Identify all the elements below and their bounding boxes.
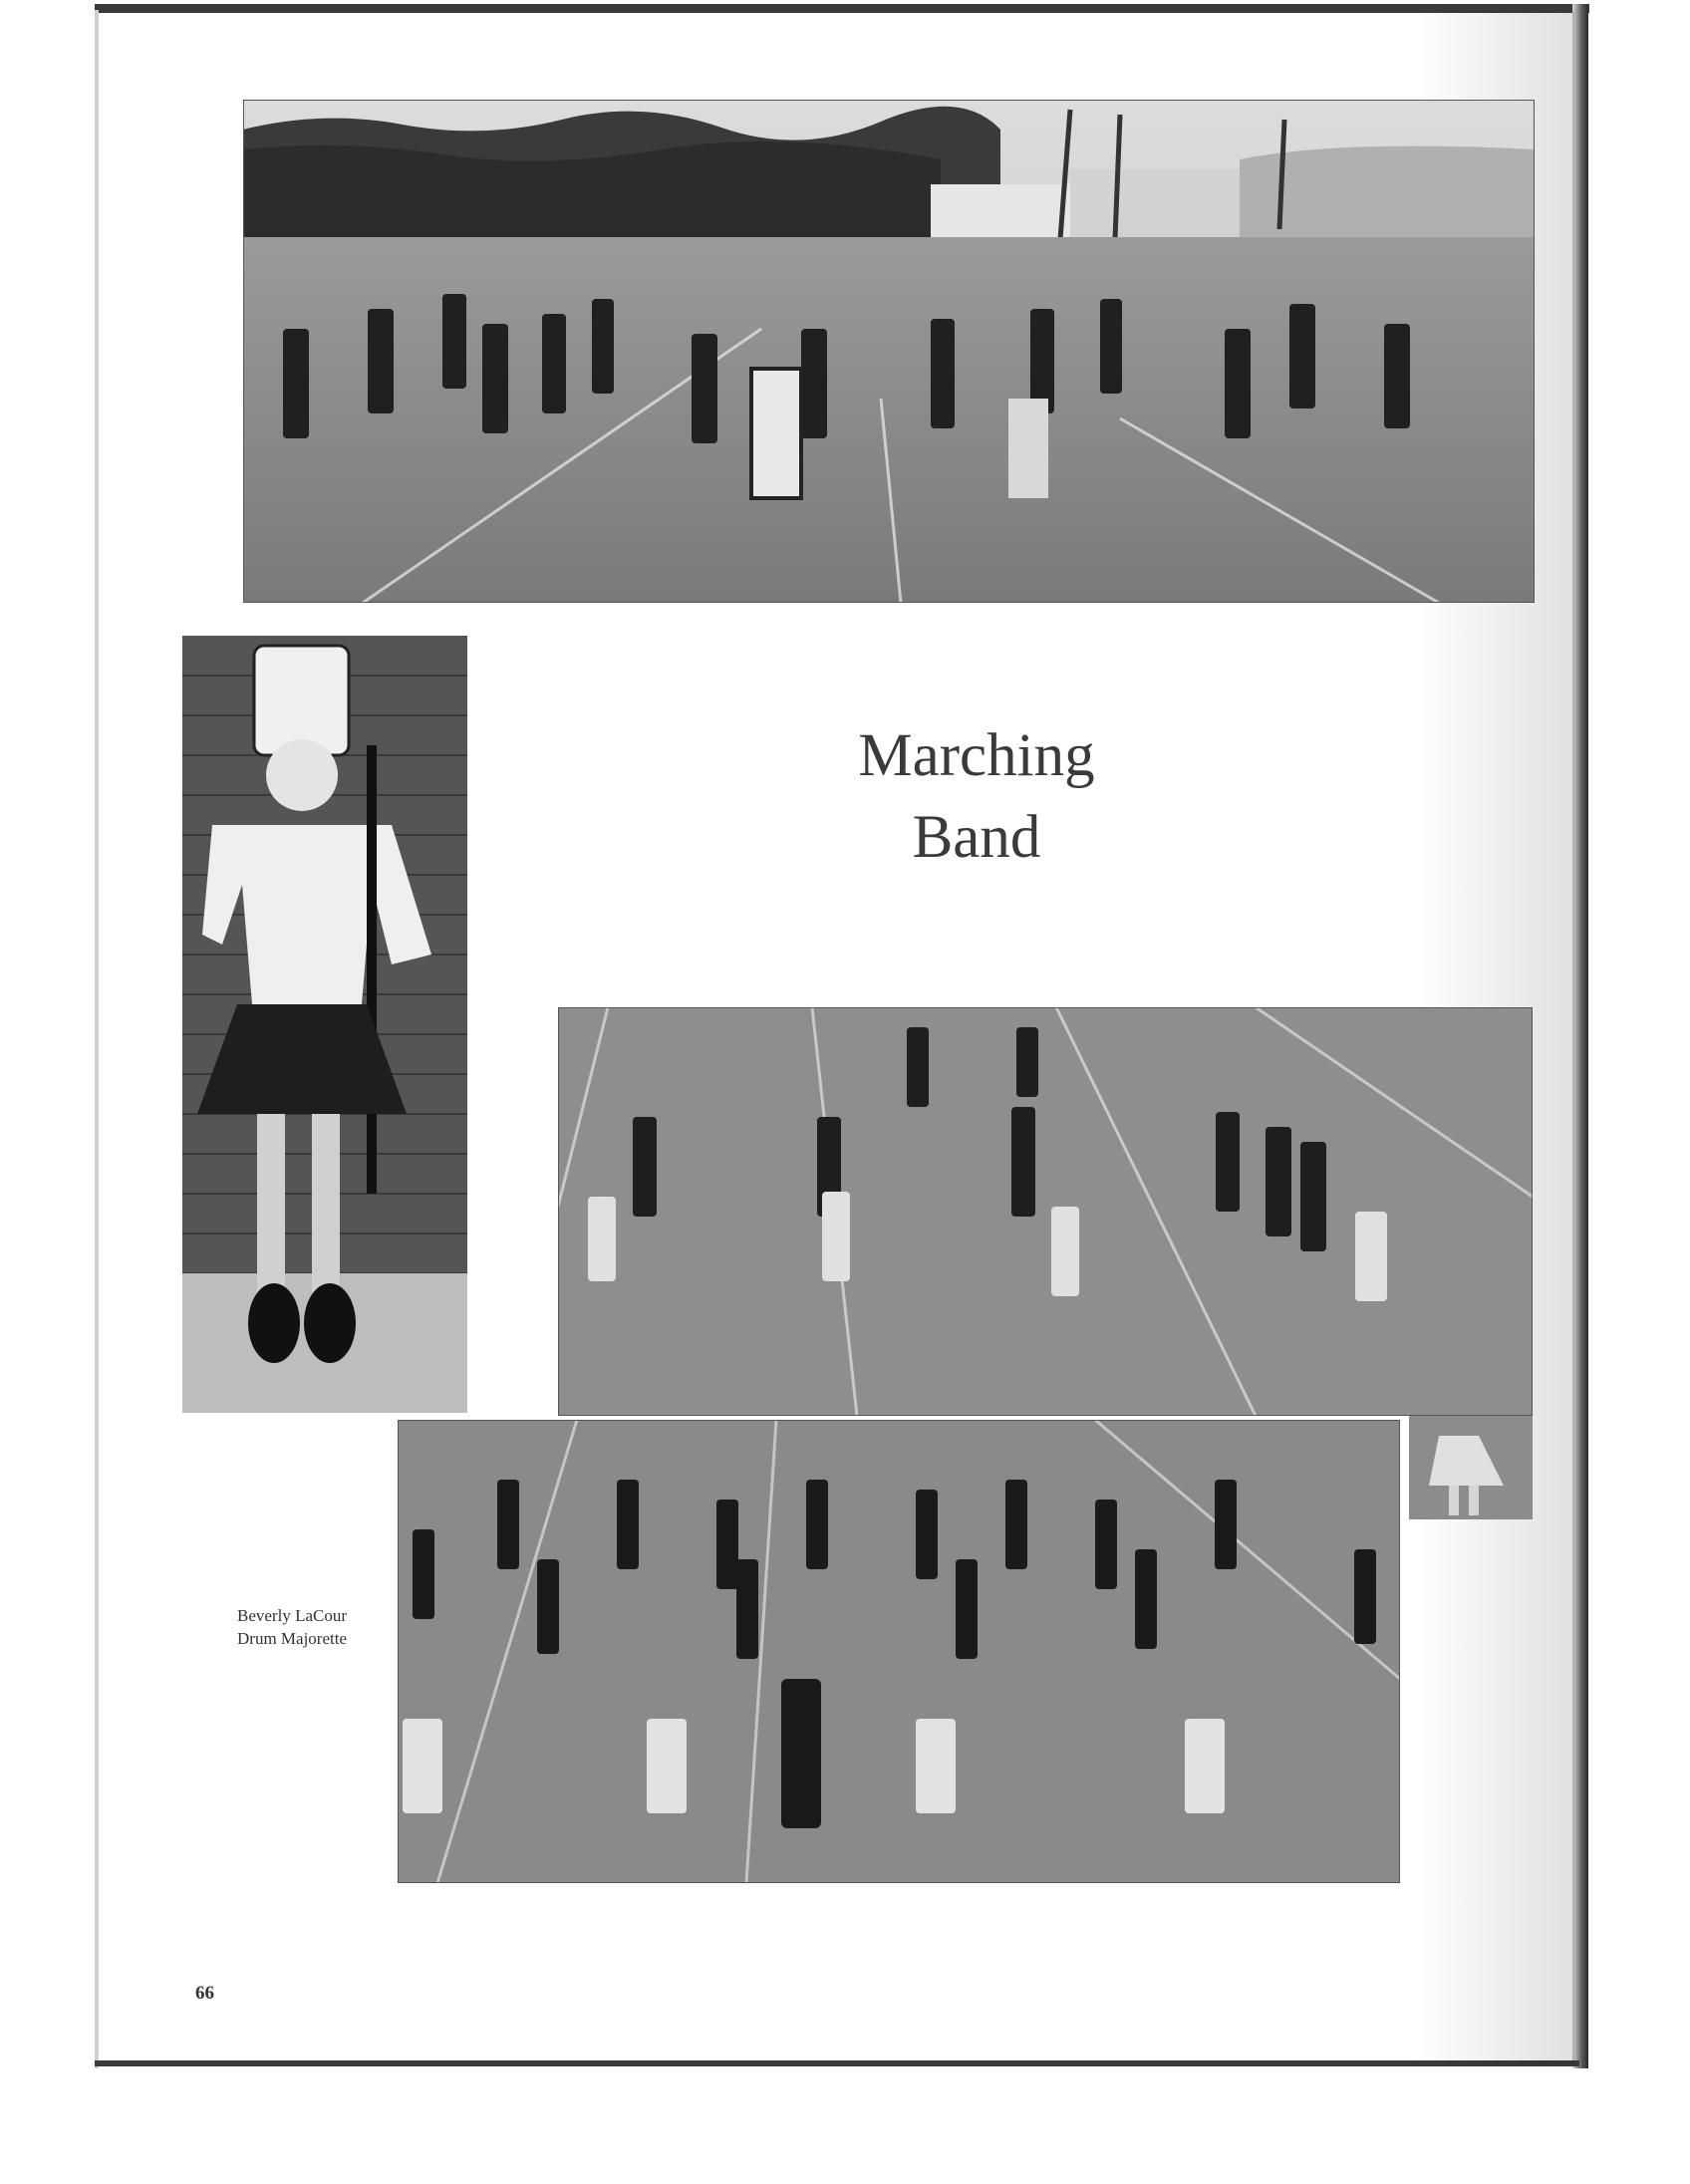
page-title [787,715,1166,879]
scan-edge-top [95,4,1589,13]
caption-name: Beverly LaCour [237,1606,347,1625]
photo-band-marching [398,1420,1400,1883]
page-number: 66 [195,1983,214,2004]
photo-caption [237,1604,407,1650]
photo-drum-majorette [182,636,467,1413]
photo-band-on-field [558,1007,1533,1416]
scan-edge-bottom [95,2060,1579,2066]
photo-majorette-inset [1409,1416,1533,1519]
scan-edge-left [95,10,99,2068]
photo-band-formation [243,100,1535,603]
scan-edge-right [1572,4,1588,2068]
caption-role: Drum Majorette [237,1629,347,1648]
title-line-2: Band [912,804,1041,871]
title-line-1: Marching [858,722,1095,789]
